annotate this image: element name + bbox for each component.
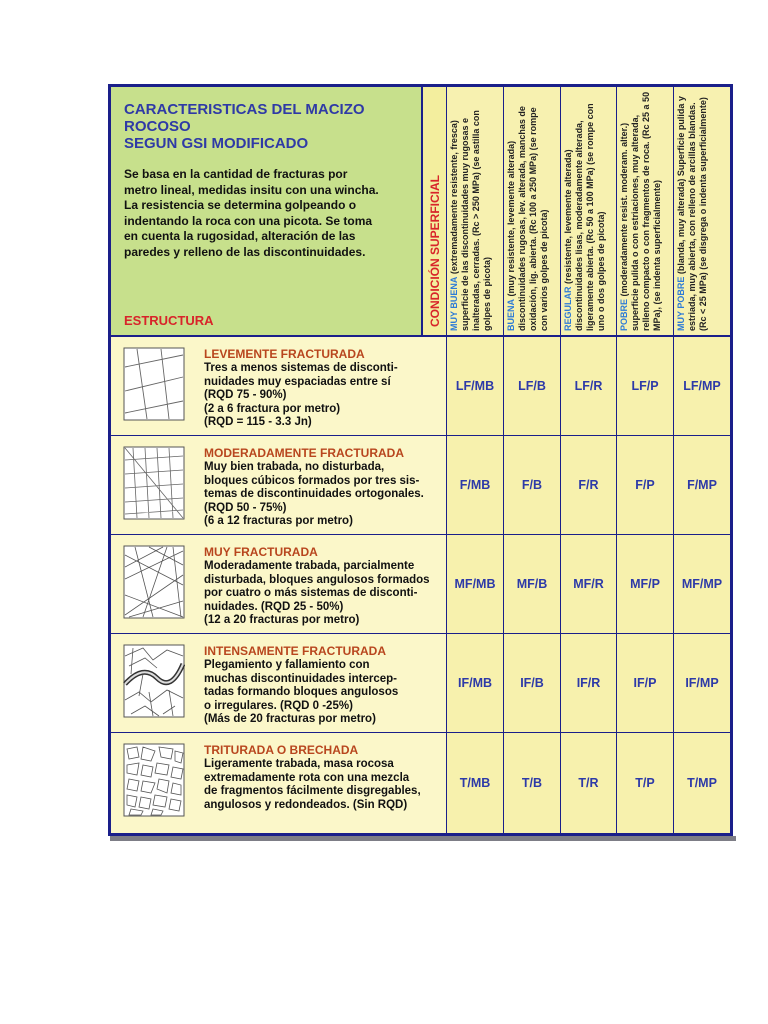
column-header-buena [504, 87, 561, 335]
column-description: (extremadamente resistente, fresca) superficie de las discontinuidades muy rugosas e inalteradas, cerradas. (Rc > 250 MPa) (se astilla con golpes de picota) [449, 110, 492, 331]
row-text: Moderadamente trabada, parcialmente disturbada, bloques angulosos formados por cuatro o más sistemas de disconti- nuidades. (RQD 25 - 50%) (12 a 20 fracturas por metro) [204, 560, 430, 626]
code-cell: LF/MB [447, 337, 504, 435]
intensamente-fracturada-sketch-icon [123, 644, 185, 718]
column-header-muy-buena [447, 87, 504, 335]
code-cell: T/B [504, 733, 561, 833]
code-cell: F/MP [674, 436, 730, 534]
row-title: TRITURADA O BRECHADA [204, 743, 359, 757]
code-cell: MF/MP [674, 535, 730, 633]
column-description: (blanda, muy alterada) Superficie pulida y estriada, muy abierta, con relleno de arcillas blandas. (Rc < 25 MPa) (se disgrega o indenta superficialmente) [676, 96, 708, 331]
column-keyword: MUY POBRE [676, 276, 686, 331]
row-description-cell [111, 337, 447, 435]
moderadamente-fracturada-sketch-icon [123, 446, 185, 520]
row-text: Muy bien trabada, no disturbada, bloques cúbicos formados por tres sis- temas de discontinuidades ortogonales. (RQD 50 - 75%) (6 a 12 fracturas por metro) [204, 461, 424, 527]
row-title: LEVEMENTE FRACTURADA [204, 347, 365, 361]
column-keyword: REGULAR [563, 286, 573, 331]
code-cell: LF/B [504, 337, 561, 435]
column-keyword: POBRE [619, 298, 629, 331]
row-description-cell [111, 535, 447, 633]
table-description: Se basa en la cantidad de fracturas por metro lineal, medidas insitu con una wincha. La resistencia se determina golpeando o indentando la roca con una picota. Se toma en cuenta la rugosidad, alteración de las paredes y relleno de las discontinuidades. [124, 167, 379, 259]
column-header-regular [561, 87, 617, 335]
code-cell: F/R [561, 436, 617, 534]
table-header [111, 87, 730, 337]
column-description: (moderadamente resist. moderam. alter.) superficie pulida o con estriaciones, muy alterada, relleno compacto o con fragmentos de roca. (Rc 25 a 50 MPa), (se indenta superficialmente) [619, 91, 662, 331]
row-title: INTENSAMENTE FRACTURADA [204, 644, 386, 658]
row-text: Plegamiento y fallamiento con muchas discontinuidades intercep- tadas formando bloques angulosos o irregulares. (RQD 0 -25%) (Más de 20 fracturas por metro) [204, 659, 399, 725]
code-cell: T/R [561, 733, 617, 833]
code-cell: T/P [617, 733, 674, 833]
code-cell: MF/P [617, 535, 674, 633]
table-row-triturada-o-brechada [111, 733, 730, 833]
table-row-moderadamente-fracturada [111, 436, 730, 535]
code-cell: IF/B [504, 634, 561, 732]
column-description: (muy resistente, levemente alterada) discontinuidades rugosas, lev. alterada, manchas de oxidación, lig. abierta. (Rc 100 a 250 MPa) (se rompe con varios golpes de picota) [506, 106, 549, 331]
table-shadow [110, 836, 736, 841]
row-description-cell [111, 634, 447, 732]
code-cell: T/MB [447, 733, 504, 833]
code-cell: MF/B [504, 535, 561, 633]
code-cell: F/B [504, 436, 561, 534]
column-keyword: BUENA [506, 298, 516, 331]
column-header-pobre [617, 87, 674, 335]
code-cell: MF/R [561, 535, 617, 633]
code-cell: F/P [617, 436, 674, 534]
triturada-sketch-icon [123, 743, 185, 817]
code-cell: IF/P [617, 634, 674, 732]
row-title: MUY FRACTURADA [204, 545, 318, 559]
condicion-label: CONDICIÓN SUPERFICIAL [427, 174, 442, 327]
code-cell: LF/MP [674, 337, 730, 435]
intro-panel [111, 87, 423, 335]
gsi-table [108, 84, 733, 836]
code-cell: F/MB [447, 436, 504, 534]
code-cell: MF/MB [447, 535, 504, 633]
estructura-label: ESTRUCTURA [124, 313, 214, 328]
row-title: MODERADAMENTE FRACTURADA [204, 446, 404, 460]
code-cell: T/MP [674, 733, 730, 833]
levemente-fracturada-sketch-icon [123, 347, 185, 421]
code-cell: LF/R [561, 337, 617, 435]
column-header-muy-pobre [674, 87, 730, 335]
row-description-cell [111, 436, 447, 534]
code-cell: IF/MB [447, 634, 504, 732]
code-cell: LF/P [617, 337, 674, 435]
row-text: Ligeramente trabada, masa rocosa extremadamente rota con una mezcla de fragmentos fácilmente disgregables, angulosos y redondeados. (Sin RQD) [204, 758, 421, 811]
table-row-levemente-fracturada [111, 337, 730, 436]
condicion-superficial-header [423, 87, 447, 335]
code-cell: IF/R [561, 634, 617, 732]
row-text: Tres a menos sistemas de disconti- nuidades muy espaciadas entre sí (RQD 75 - 90%) (2 a 6 fractura por metro) (RQD = 115 - 3.3 Jn) [204, 362, 398, 428]
column-description: (resistente, levemente alterada) discontinuidades lisas, moderadamente alterada, ligeramente abierta. (Rc 50 a 100 MPa) (se rompe con uno o dos golpes de picota) [563, 103, 606, 331]
column-keyword: MUY BUENA [449, 276, 459, 331]
row-description-cell [111, 733, 447, 833]
table-title: CARACTERISTICAS DEL MACIZO ROCOSO SEGUN GSI MODIFICADO [124, 101, 365, 152]
table-row-intensamente-fracturada [111, 634, 730, 733]
table-row-muy-fracturada [111, 535, 730, 634]
code-cell: IF/MP [674, 634, 730, 732]
muy-fracturada-sketch-icon [123, 545, 185, 619]
